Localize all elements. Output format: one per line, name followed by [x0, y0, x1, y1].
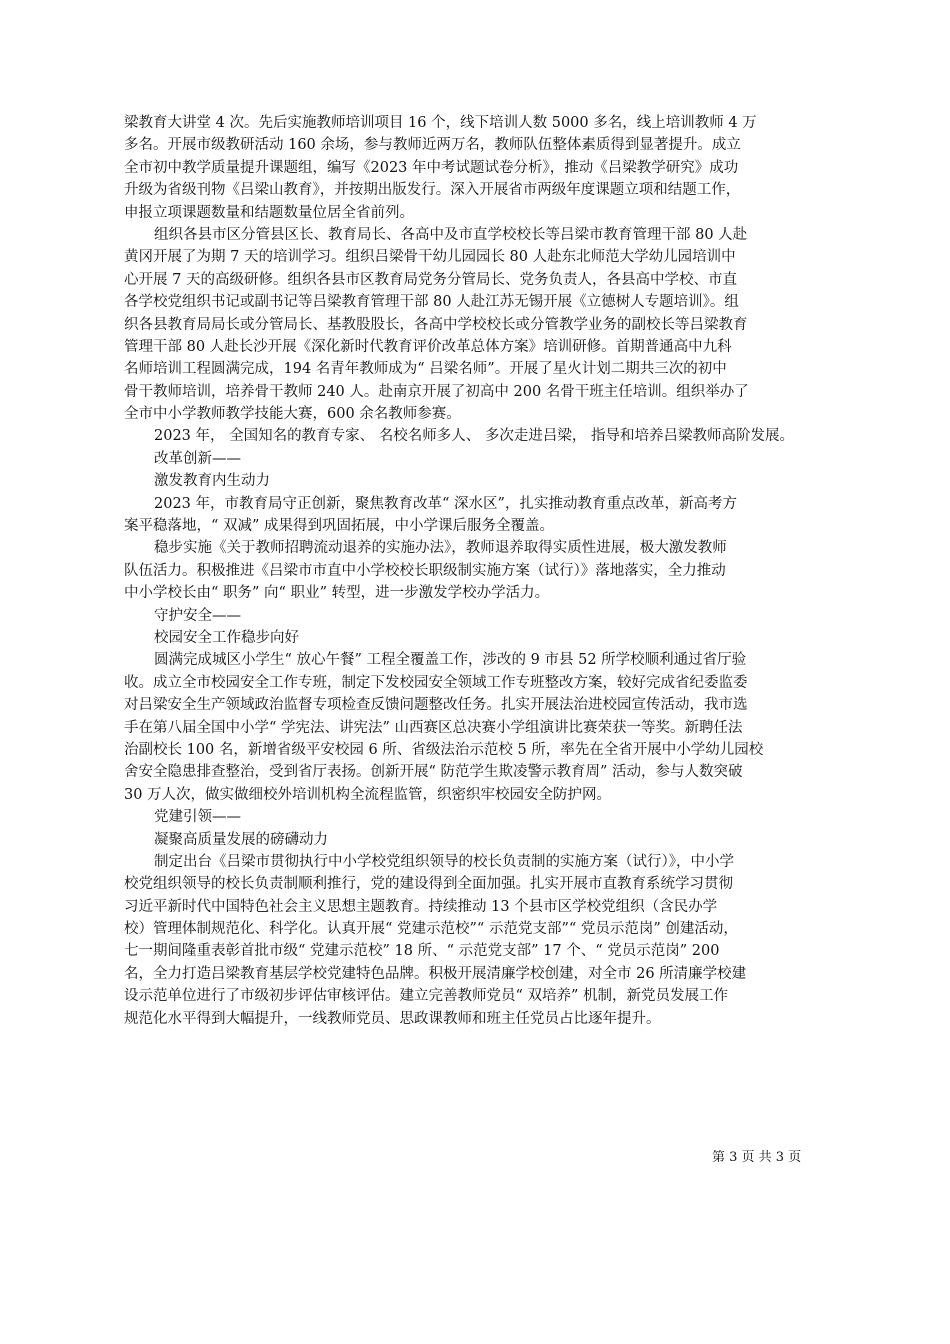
section-heading-safety: 守护安全——	[154, 607, 241, 624]
text-line: 织各县教育局局长或分管局长、基教股股长，各高中学校校长或分管教学业务的副校长等吕梁教育	[124, 316, 748, 333]
text-line: 习近平新时代中国特色社会主义思想主题教育。持续推动 13 个县市区学校党组织（含民办学	[124, 898, 718, 915]
text-line: 名，全力打造吕梁教育基层学校党建特色品牌。积极开展清廉学校创建，对全市 26 所清廉学校建	[124, 965, 747, 982]
paragraph-reform-1	[124, 493, 844, 538]
paragraph-training-results	[124, 112, 844, 224]
section-subheading-party: 凝聚高质量发展的磅礴动力	[154, 831, 328, 848]
document-body	[124, 112, 844, 1030]
text-line: 申报立项课题数量和结题数量位居全省前列。	[124, 204, 414, 221]
text-line: 梁教育大讲堂 4 次。先后实施教师培训项目 16 个，线下培训人数 5000 多名，线上培训教师 4 万	[124, 115, 757, 131]
text-line: 舍安全隐患排查整治，受到省厅表扬。创新开展“ 防范学生欺凌警示教育周” 活动，参与人数突破	[124, 764, 743, 781]
text-line: 2023 年， 全国知名的教育专家、 名校名师多人、 多次走进吕梁， 指导和培养吕梁教师高阶发展。	[154, 428, 794, 445]
text-line: 2023 年，市教育局守正创新，聚焦教育改革“ 深水区”，扎实推动教育重点改革，新高考方	[154, 495, 737, 512]
text-line: 全市中小学教师教学技能大赛，600 余名教师参赛。	[124, 406, 461, 423]
text-line: 七一期间隆重表彰首批市级“ 党建示范校” 18 所、“ 示范党支部” 17 个、“ 党员示范岗” 200	[124, 943, 720, 960]
text-line: 设示范单位进行了市级初步评估审核评估。建立完善教师党员“ 双培养” 机制，新党员发展工作	[124, 988, 729, 1005]
section-subheading-safety: 校园安全工作稳步向好	[154, 629, 299, 646]
text-line: 黄冈开展了为期 7 天的培训学习。组织吕梁骨干幼儿园园长 80 人赴东北师范大学幼儿园培训中	[124, 249, 736, 266]
text-line: 多名。开展市级教研活动 160 余场，参与教师近两万名，教师队伍整体素质得到显著提升。成立	[124, 137, 741, 154]
section-heading-party: 党建引领——	[154, 809, 241, 826]
paragraph-party-building	[124, 851, 844, 1030]
text-line: 手在第八届全国中小学“ 学宪法、讲宪法” 山西赛区总决赛小学组演讲比赛荣获一等奖。新聘任法	[124, 719, 743, 736]
text-line: 中小学校长由“ 职务” 向“ 职业” 转型，进一步激发学校办学活力。	[124, 585, 550, 602]
text-line: 收。成立全市校园安全工作专班，制定下发校园安全领域工作专班整改方案，较好完成省纪委监委	[124, 674, 748, 691]
paragraph-reform-2	[124, 537, 844, 604]
paragraph-management-training	[124, 224, 844, 426]
text-line: 稳步实施《关于教师招聘流动退养的实施办法》，教师退养取得实质性进展，极大激发教师	[154, 540, 727, 557]
text-line: 案平稳落地，“ 双减” 成果得到巩固拓展，中小学课后服务全覆盖。	[124, 518, 555, 535]
section-subheading-reform: 激发教育内生动力	[154, 473, 270, 490]
paragraph-experts-visit	[124, 425, 844, 447]
text-line: 制定出台《吕梁市贯彻执行中小学校党组织领导的校长负责制的实施方案（试行）》，中小学	[154, 853, 734, 870]
text-line: 组织各县市区分管县区长、教育局长、各高中及市直学校校长等吕梁市教育管理干部 80 人赴	[154, 226, 748, 243]
text-line: 治副校长 100 名，新增省级平安校园 6 所、省级法治示范校 5 所，率先在全省开展中小学幼儿园校	[124, 741, 764, 758]
text-line: 心开展 7 天的高级研修。组织各县市区教育局党务分管局长、党务负责人，各县高中学校、市直	[124, 271, 737, 288]
text-line: 管理干部 80 人赴长沙开展《深化新时代教育评价改革总体方案》培训研修。首期普通高中九科	[124, 338, 732, 355]
paragraph-safety	[124, 649, 844, 806]
page-number-footer: 第 3 页 共 3 页	[712, 1150, 802, 1165]
text-line: 队伍活力。积极推进《吕梁市市直中小学校校长职级制实施方案（试行）》落地落实，全力推动	[124, 562, 726, 579]
text-line: 名师培训工程圆满完成，194 名青年教师成为“ 吕梁名师”。开展了星火计划二期共三次的初中	[124, 361, 727, 378]
text-line: 校党组织领导的校长负责制顺利推行，党的建设得到全面加强。扎实开展市直教育系统学习贯彻	[124, 876, 733, 893]
text-line: 30 万人次，做实做细校外培训机构全流程监管，织密织牢校园安全防护网。	[124, 786, 612, 803]
text-line: 骨干教师培训，培养骨干教师 240 人。赴南京开展了初高中 200 名骨干班主任培训。组织举办了	[124, 383, 749, 400]
section-heading-reform: 改革创新——	[154, 450, 241, 467]
text-line: 规范化水平得到大幅提升，一线教师党员、思政课教师和班主任党员占比逐年提升。	[124, 1010, 661, 1027]
text-line: 对吕梁安全生产领域政治监督专项检查反馈问题整改任务。扎实开展法治进校园宣传活动，我市选	[124, 697, 748, 714]
text-line: 全市初中教学质量提升课题组，编写《2023 年中考试题试卷分析》，推动《吕梁教学研究》成功	[124, 159, 739, 176]
text-line: 各学校党组织书记或副书记等吕梁教育管理干部 80 人赴江苏无锡开展《立德树人专题培训》。组	[124, 294, 739, 311]
text-line: 圆满完成城区小学生“ 放心午餐” 工程全覆盖工作，涉改的 9 市县 52 所学校顺利通过省厅验	[154, 652, 747, 669]
text-line: 校）管理体制规范化、科学化。认真开展“ 党建示范校”“ 示范党支部”“ 党员示范岗” 创建活动，	[124, 921, 738, 938]
text-line: 升级为省级刊物《吕梁山教育》，并按期出版发行。深入开展省市两级年度课题立项和结题工作，	[124, 182, 741, 199]
